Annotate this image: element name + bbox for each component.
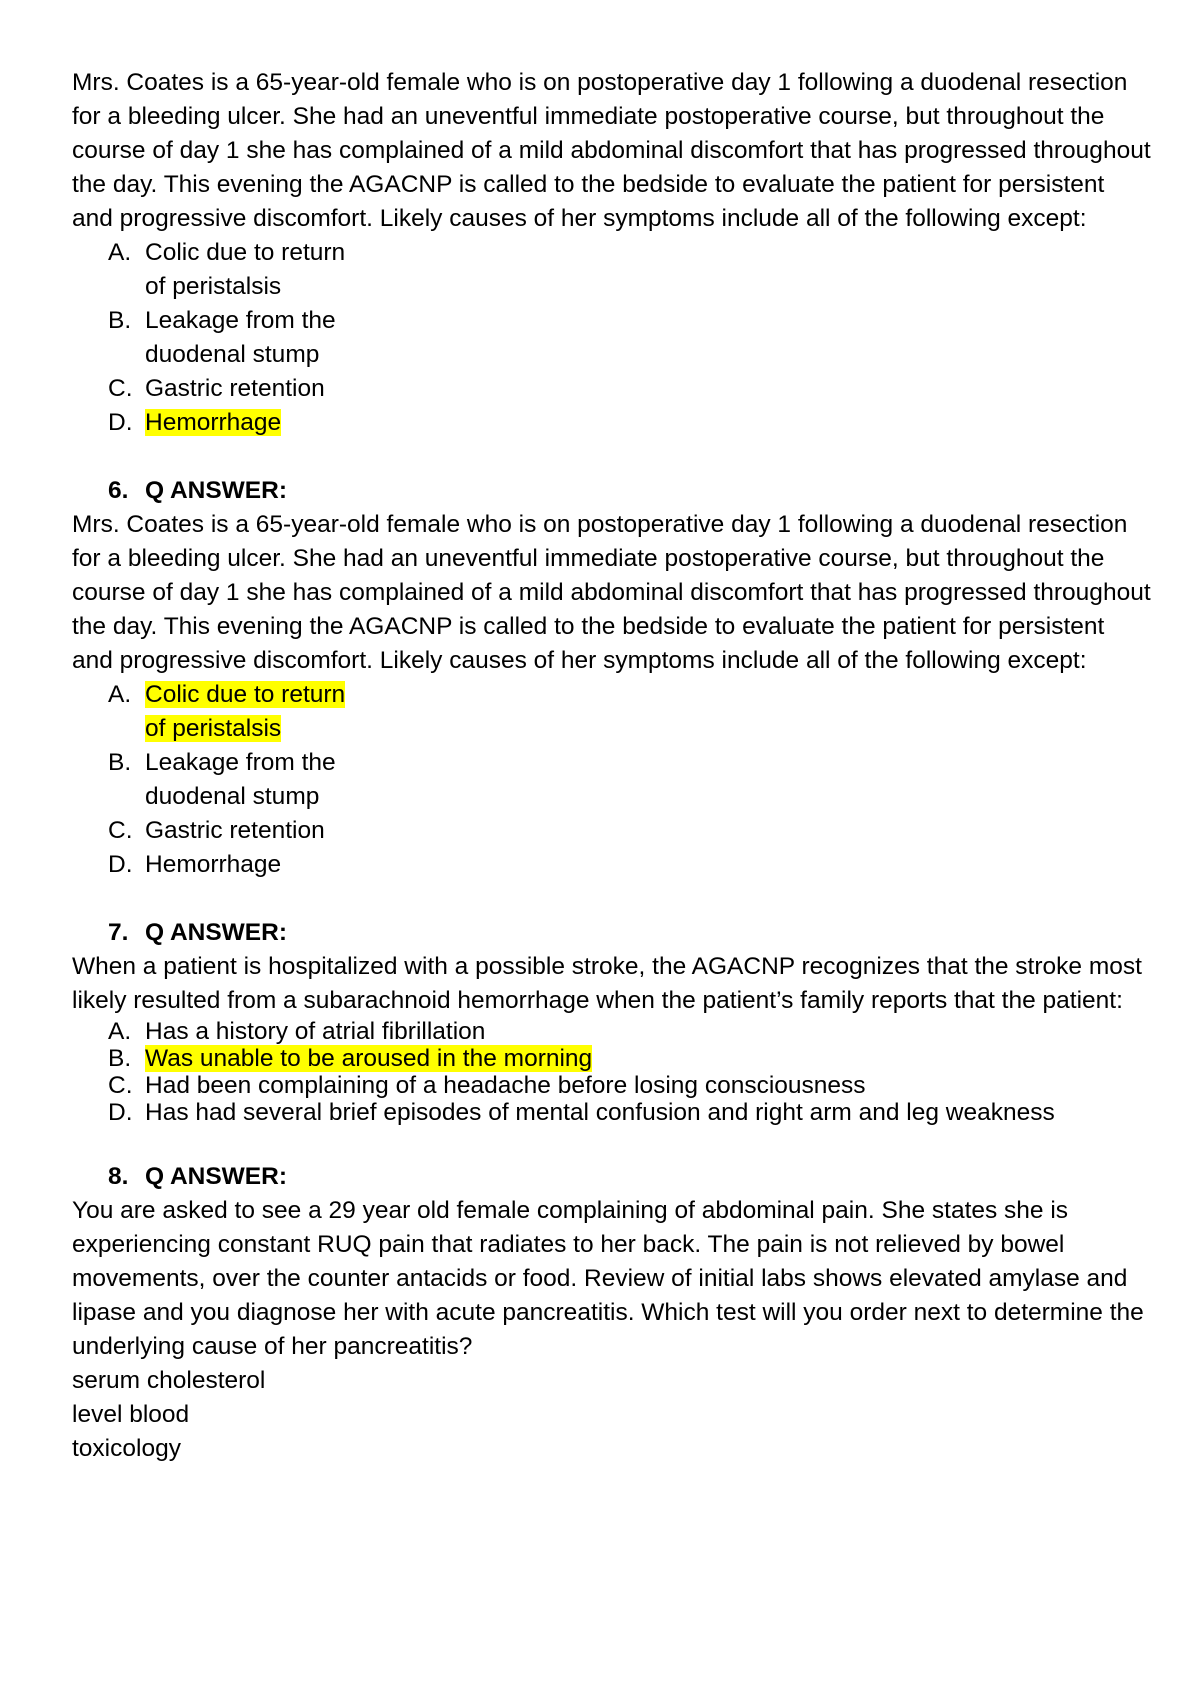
option-d: D. Hemorrhage [108, 851, 282, 878]
question-7-heading: 7. Q ANSWER: [108, 919, 287, 946]
question-6-stem: Mrs. Coates is a 65-year-old female who is on postoperative day 1 following a duodenal resection for a bleeding ulcer. She had an uneventful immediate postoperative course, but throughout the course of day 1 she has complained of a mild abdominal discomfort that has progressed throughout the day. This evening the AGACNP is called to the bedside to evaluate the patient for persistent and progressive discomfort. Likely causes of her symptoms include all of the following except: [72, 511, 1151, 674]
document-page [72, 66, 1152, 1466]
question-6-options [72, 678, 1152, 882]
question-stem: Mrs. Coates is a 65-year-old female who is on postoperative day 1 following a duodenal resection for a bleeding ulcer. She had an uneventful immediate postoperative course, but throughout the course of day 1 she has complained of a mild abdominal discomfort that has progressed throughout the day. This evening the AGACNP is called to the bedside to evaluate the patient for persistent and progressive discomfort. Likely causes of her symptoms include all of the following except: [72, 69, 1151, 232]
question-8-heading: 8. Q ANSWER: [108, 1163, 287, 1190]
option-a: A. Colic due to return of peristalsis [108, 239, 346, 300]
choice-3: toxicology [72, 1435, 181, 1462]
question-7-stem: When a patient is hospitalized with a possible stroke, the AGACNP recognizes that the stroke most likely resulted from a subarachnoid hemorrhage when the patient’s family reports that the patient: [72, 953, 1142, 1014]
option-b: B. Leakage from the duodenal stump [108, 307, 336, 368]
option-b: B. Leakage from the duodenal stump [108, 749, 336, 810]
option-c: C. Gastric retention [108, 817, 325, 844]
option-a: A. Colic due to return of peristalsis [108, 681, 346, 742]
option-d: D. Has had several brief episodes of mental confusion and right arm and leg weakness [108, 1099, 1055, 1126]
highlighted-answer: Colic due to return of peristalsis [145, 681, 346, 742]
highlighted-answer: Was unable to be aroused in the morning [145, 1045, 593, 1072]
choice-1: serum cholesterol [72, 1367, 266, 1394]
option-c: C. Had been complaining of a headache before losing consciousness [108, 1072, 866, 1099]
choice-2: level blood [72, 1401, 190, 1428]
answer-options [72, 236, 1152, 440]
question-8-stem: You are asked to see a 29 year old female complaining of abdominal pain. She states she is experiencing constant RUQ pain that radiates to her back. The pain is not relieved by bowel movements, over the counter antacids or food. Review of initial labs shows elevated amylase and lipase and you diagnose her with acute pancreatitis. Which test will you order next to determine the underlying cause of her pancreatitis? [72, 1197, 1144, 1360]
option-d: D. Hemorrhage [108, 409, 282, 436]
option-c: C. Gastric retention [108, 375, 325, 402]
question-6-heading: 6. Q ANSWER: [108, 477, 287, 504]
option-b: B. Was unable to be aroused in the morning [108, 1045, 593, 1072]
highlighted-answer: Hemorrhage [145, 409, 282, 436]
option-a: A. Has a history of atrial fibrillation [108, 1018, 486, 1045]
question-7-options [72, 1018, 1152, 1126]
